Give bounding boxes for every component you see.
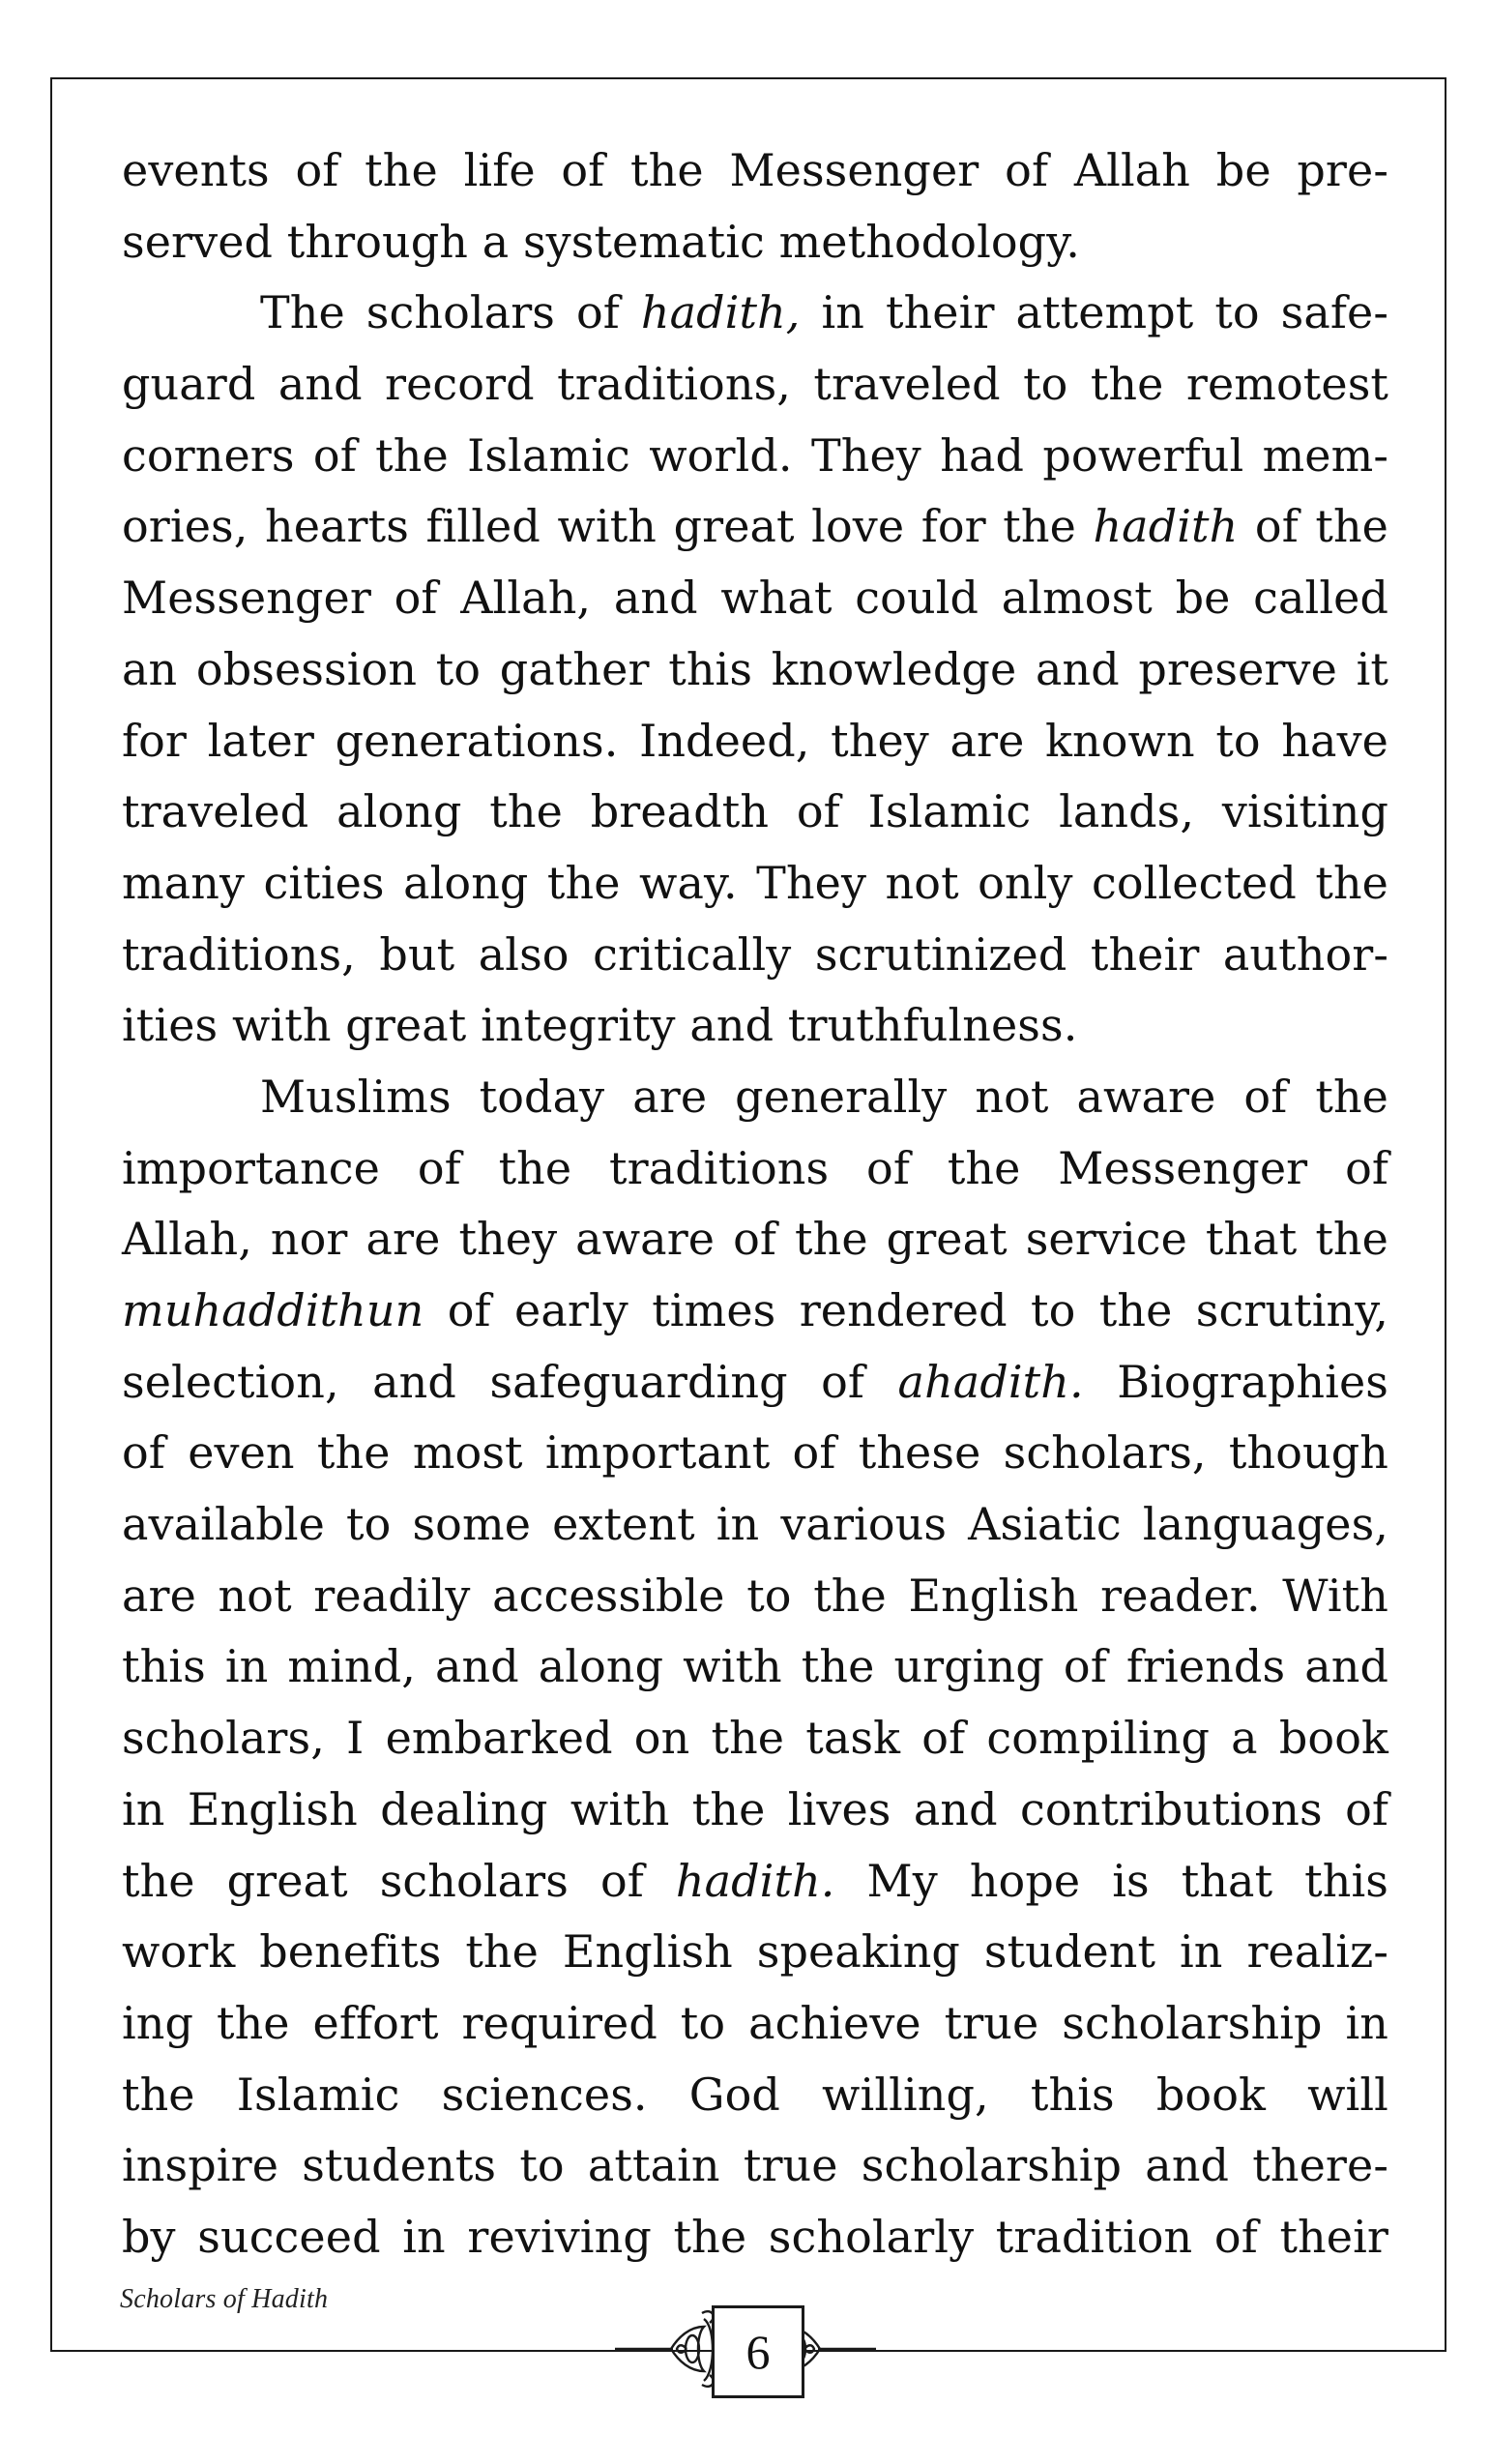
- text-line: [122, 1133, 1388, 1205]
- text-line: [122, 207, 1388, 279]
- text-segment: by succeed in reviving the scholarly tradition of their: [122, 2210, 1388, 2263]
- italic-term: hadith: [1093, 500, 1239, 553]
- text-line: [122, 1775, 1388, 1846]
- text-segment: Muslims today are generally not aware of the: [260, 1070, 1388, 1123]
- text-segment: an obsession to gather this knowledge and preserve it: [122, 642, 1388, 695]
- text-line: [122, 1703, 1388, 1775]
- text-line: [122, 1561, 1388, 1632]
- text-line: [122, 1347, 1388, 1419]
- text-segment: selection, and safeguarding of: [122, 1355, 898, 1408]
- text-segment: Allah, nor are they aware of the great service that the: [122, 1213, 1388, 1266]
- text-line: [122, 920, 1388, 991]
- text-segment: importance of the traditions of the Messenger of: [122, 1141, 1388, 1194]
- text-segment: scholars, I embarked on the task of compiling a book: [122, 1712, 1388, 1765]
- text-segment: My hope is that this: [834, 1854, 1389, 1907]
- text-line: [122, 1917, 1388, 1988]
- text-segment: guard and record traditions, traveled to the remotest: [122, 358, 1388, 411]
- text-segment: Messenger of Allah, and what could almost be called: [122, 572, 1388, 625]
- italic-term: ahadith.: [897, 1355, 1084, 1408]
- text-line: [122, 135, 1388, 207]
- body-text: [122, 135, 1388, 2273]
- text-segment: traditions, but also critically scrutinized their author-: [122, 927, 1388, 981]
- text-segment: are not readily accessible to the English reader. With: [122, 1569, 1388, 1622]
- text-line: [122, 349, 1388, 421]
- text-segment: work benefits the English speaking student in realiz-: [122, 1925, 1388, 1979]
- text-line: [122, 491, 1388, 563]
- text-line: [122, 1631, 1388, 1703]
- text-line: [122, 706, 1388, 777]
- running-footer-title: Scholars of Hadith: [120, 2284, 329, 2314]
- text-line: [122, 2202, 1388, 2273]
- text-segment: ories, hearts filled with great love for the: [122, 500, 1094, 553]
- text-line: [122, 1988, 1388, 2060]
- italic-term: hadith,: [640, 286, 801, 339]
- text-segment: ities with great integrity and truthfulness.: [122, 999, 1078, 1052]
- text-line: [122, 634, 1388, 706]
- text-segment: for later generations. Indeed, they are known to have: [122, 714, 1388, 767]
- text-segment: inspire students to attain true scholarship and there-: [122, 2139, 1388, 2192]
- text-segment: this in mind, and along with the urging of friends and: [122, 1640, 1388, 1693]
- text-segment: many cities along the way. They not only collected the: [122, 856, 1388, 909]
- text-line: [122, 563, 1388, 634]
- text-segment: served through a systematic methodology.: [122, 215, 1080, 268]
- text-line: [122, 990, 1388, 1062]
- text-segment: traveled along the breadth of Islamic lands, visiting: [122, 785, 1388, 838]
- text-segment: the Islamic sciences. God willing, this book will: [122, 2068, 1388, 2121]
- text-line: [122, 1846, 1388, 1918]
- text-line: [122, 1276, 1388, 1347]
- text-segment: corners of the Islamic world. They had powerful mem-: [122, 428, 1388, 482]
- text-line: [122, 848, 1388, 920]
- page-number: 6: [712, 2305, 804, 2398]
- text-segment: The scholars of: [260, 286, 641, 339]
- text-line: [122, 2060, 1388, 2131]
- text-line: [122, 777, 1388, 848]
- text-line: [122, 1418, 1388, 1489]
- text-segment: of the: [1238, 500, 1389, 553]
- text-segment: of early times rendered to the scrutiny,: [424, 1284, 1388, 1336]
- text-segment: ing the effort required to achieve true scholarship in: [122, 1996, 1388, 2049]
- text-line: [122, 2130, 1388, 2202]
- text-line: [122, 1489, 1388, 1561]
- text-line: [122, 1204, 1388, 1276]
- italic-term: muhaddithun: [122, 1284, 424, 1336]
- text-segment: available to some extent in various Asiatic languages,: [122, 1498, 1388, 1551]
- text-segment: of even the most important of these scholars, though: [122, 1426, 1388, 1480]
- text-line: [122, 278, 1388, 349]
- text-segment: the great scholars of: [122, 1854, 676, 1907]
- text-segment: Biographies: [1083, 1355, 1388, 1408]
- text-line: [122, 1062, 1388, 1133]
- text-segment: in English dealing with the lives and contributions of: [122, 1782, 1388, 1835]
- text-segment: in their attempt to safe-: [800, 286, 1388, 339]
- text-segment: events of the life of the Messenger of Allah be pre-: [122, 144, 1388, 196]
- text-line: [122, 421, 1388, 492]
- italic-term: hadith.: [675, 1854, 835, 1907]
